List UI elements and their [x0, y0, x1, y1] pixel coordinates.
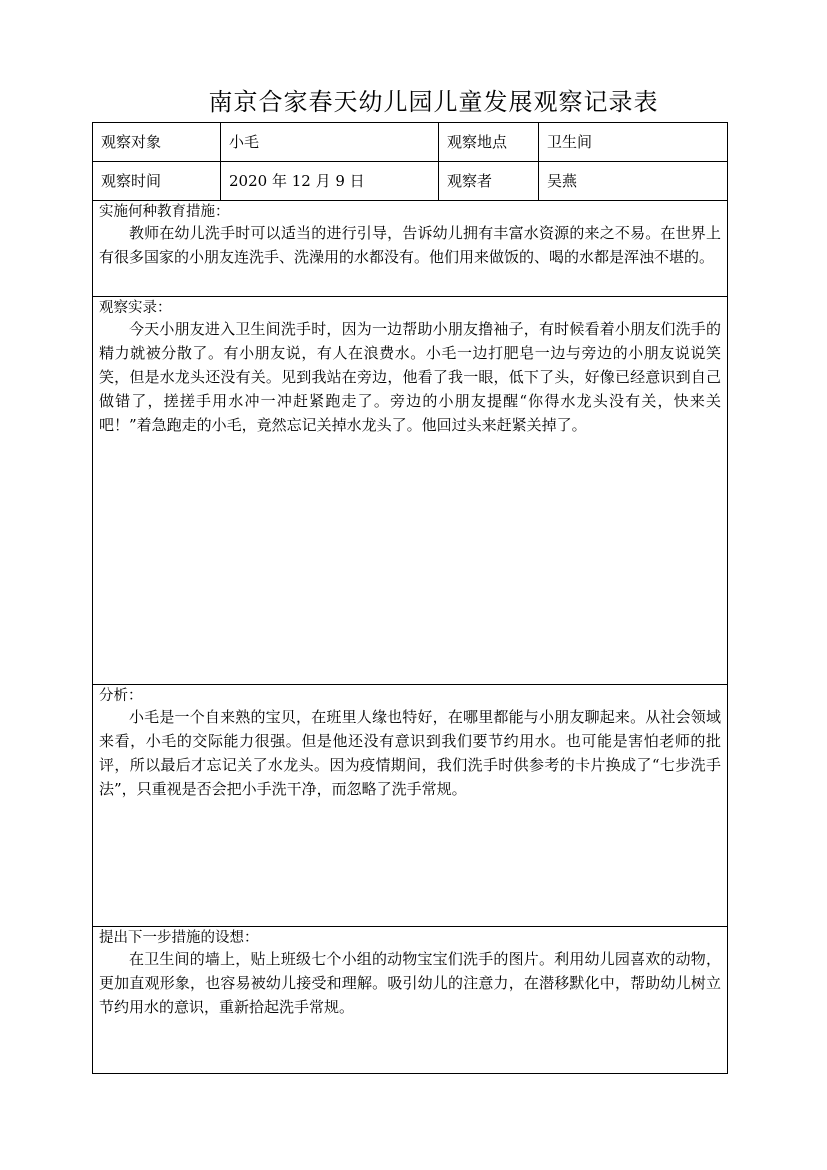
- value-observed-child: 小毛: [221, 123, 439, 161]
- section-text-next-steps: 在卫生间的墙上，贴上班级七个小组的动物宝宝们洗手的图片。利用幼儿园喜欢的动物，更加直观形象，也容易被幼儿接受和理解。吸引幼儿的注意力，在潜移默化中，帮助幼儿树立节约用水的意识，重新拾起洗手常规。: [99, 950, 721, 1016]
- label-observer: 观察者: [439, 162, 539, 200]
- observation-form: [92, 122, 728, 1074]
- section-next-steps: [93, 927, 727, 1073]
- value-observer: 吴燕: [547, 172, 578, 190]
- label-observation-location: 观察地点: [439, 123, 539, 161]
- value-observation-time: 2020 年 12 月 9 日: [221, 162, 439, 200]
- label-observation-time: 观察时间: [93, 162, 221, 200]
- value-observation-location: 卫生间: [547, 133, 593, 151]
- section-label-analysis: 分析：: [99, 688, 143, 704]
- section-analysis: [93, 685, 727, 927]
- section-education-measures: [93, 201, 727, 297]
- section-text-measures: 教师在幼儿洗手时可以适当的进行引导，告诉幼儿拥有丰富水资源的来之不易。在世界上有很多国家的小朋友连洗手、洗澡用的水都没有。他们用来做饭的、喝的水都是浑浊不堪的。: [99, 224, 721, 266]
- label-observed-child: 观察对象: [93, 123, 221, 161]
- section-label-observation: 观察实录：: [99, 300, 172, 316]
- info-row-subject-location: [93, 123, 727, 162]
- section-label-next-steps: 提出下一步措施的设想：: [99, 930, 259, 946]
- section-text-analysis: 小毛是一个自来熟的宝贝，在班里人缘也特好，在哪里都能与小朋友聊起来。从社会领域来看，小毛的交际能力很强。但是他还没有意识到我们要节约用水。也可能是害怕老师的批评，所以最后才忘记关了水龙头。因为疫情期间，我们洗手时供参考的卡片换成了“七步洗手法”，只重视是否会把小手洗干净，而忽略了洗手常规。: [99, 708, 721, 798]
- section-observation-record: [93, 297, 727, 685]
- section-label-measures: 实施何种教育措施：: [99, 204, 230, 220]
- form-title: 南京合家春天幼儿园儿童发展观察记录表: [208, 88, 659, 116]
- info-row-time-observer: [93, 162, 727, 201]
- section-text-observation: 今天小朋友进入卫生间洗手时，因为一边帮助小朋友撸袖子，有时候看着小朋友们洗手的精力就被分散了。有小朋友说，有人在浪费水。小毛一边打肥皂一边与旁边的小朋友说说笑笑，但是水龙头还没有关。见到我站在旁边，他看了我一眼，低下了头，好像已经意识到自己做错了，搓搓手用水冲一冲赶紧跑走了。旁边的小朋友提醒“你得水龙头没有关，快来关吧！”着急跑走的小毛，竟然忘记关掉水龙头了。他回过头来赶紧关掉了。: [99, 320, 721, 434]
